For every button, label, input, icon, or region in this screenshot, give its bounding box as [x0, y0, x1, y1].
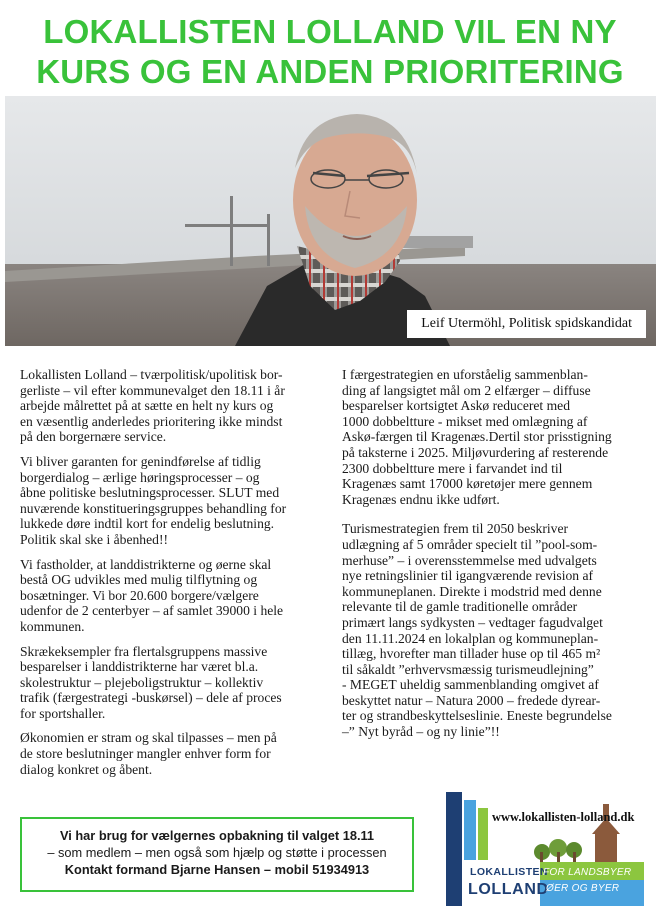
headline-line-1: LOKALLISTEN LOLLAND VIL EN NY	[43, 13, 617, 50]
callout-line-2: – som medlem – men også som hjælp og støtte i processen	[47, 845, 387, 860]
right-paragraph-2: Turismestrategien frem til 2050 beskriver udlægning af 5 områder specielt til ”pool-som- merhuse” – i overensstemmelse med udvalgets nye retningslinier til igangværende revision af kommuneplanen. Direkte i modstrid med denne relevante til de gamle traditionelle områder primært langs sydkysten – vedtager fagudvalget den 11.11.2024 en lokalplan og kommuneplan- tillæg, hvorefter man tillader huse op til 465 m² til såkaldt ”erhvervsmæssig turismeudlejning” - MEGET uheldig sammenblanding omgivet af beskyttet natur – Natura 2000 – fredede dyrear- ter og strandbeskyttelseslinie. Eneste begrundelse –” Nyt byråd – og ny linie”!!	[342, 521, 612, 740]
left-paragraph-1: Lokallisten Lolland – tværpolitisk/upolitisk bor- gerliste – vil efter kommunevalget den 18.11 i år arbejde målrettet på at sætte en helt ny kurs og en væsentlig anderledes prioritering ikke mindst på den borgernære service.	[20, 367, 285, 445]
left-paragraph-3: Vi fastholder, at landdistrikterne og øerne skal bestå OG udvikles med mulig tilflytning og bosætninger. Vi bor 20.600 borgere/vælgere udenfor de 2 centerbyer – af samlet 39000 i hele kommunen.	[20, 556, 284, 634]
logo-tagline-1: FOR LANDSBYER	[543, 867, 632, 878]
headline-line-2: KURS OG EN ANDEN PRIORITERING	[36, 53, 624, 90]
callout-line-3: Kontakt formand Bjarne Hansen – mobil 51934913	[64, 862, 370, 877]
left-paragraph-5: Økonomien er stram og skal tilpasses – men på de store beslutninger mangler enhver form for dialog konkret og åbent.	[20, 730, 277, 777]
left-paragraph-2: Vi bliver garanten for genindførelse af tidlig borgerdialog – ærlige høringsprocesser – og åbne politiske beslutningsprocesser. SLUT med nuværende konstitueringsgruppes behandling for lukkede døre indtil kort for endelig beslutning. Politik skal ske i åbenhed!!	[20, 453, 287, 547]
callout-line-1: Vi har brug for vælgernes opbakning til valget 18.11	[59, 828, 375, 843]
logo-tagline-2: ØER OG BYER	[546, 883, 620, 894]
candidate-photo	[5, 96, 656, 346]
candidate-photo-image	[5, 96, 656, 346]
headline	[0, 12, 660, 92]
contact-callout-box	[20, 817, 414, 892]
photo-caption: Leif Utermöhl, Politisk spidskandidat	[407, 310, 646, 338]
right-paragraph-1: I færgestrategien en uforståelig sammenblan- ding af langsigtet mål om 2 elfærger – diffuse besparelser kortsigtet Askø reduceret med 1000 dobbeltture - mikset med omlægning af Askø-færgen til Kragenæs.Dertil stor prisstigning på taksterne i 2025. Miljøvurdering af resterende 2300 dobbeltture mere i farvandet ind til Kragenæs samt 17000 køretøjer mere gennem Kragenæs endnu ikke udført.	[342, 367, 612, 507]
left-paragraph-4: Skrækeksempler fra flertalsgruppens massive besparelser i landdistrikterne har været bl.a. skolestruktur – plejeboligstruktur – kollektiv trafik (færgestrategi -buskørsel) – dele af proces for sportshaller.	[20, 643, 282, 721]
left-column	[20, 367, 326, 786]
right-column	[342, 367, 642, 749]
logo-name-line-2: LOLLAND	[468, 881, 549, 898]
website-url[interactable]: www.lokallisten-lolland.dk	[492, 810, 635, 824]
logo-name-line-1: LOKALLISTEN	[470, 866, 548, 878]
